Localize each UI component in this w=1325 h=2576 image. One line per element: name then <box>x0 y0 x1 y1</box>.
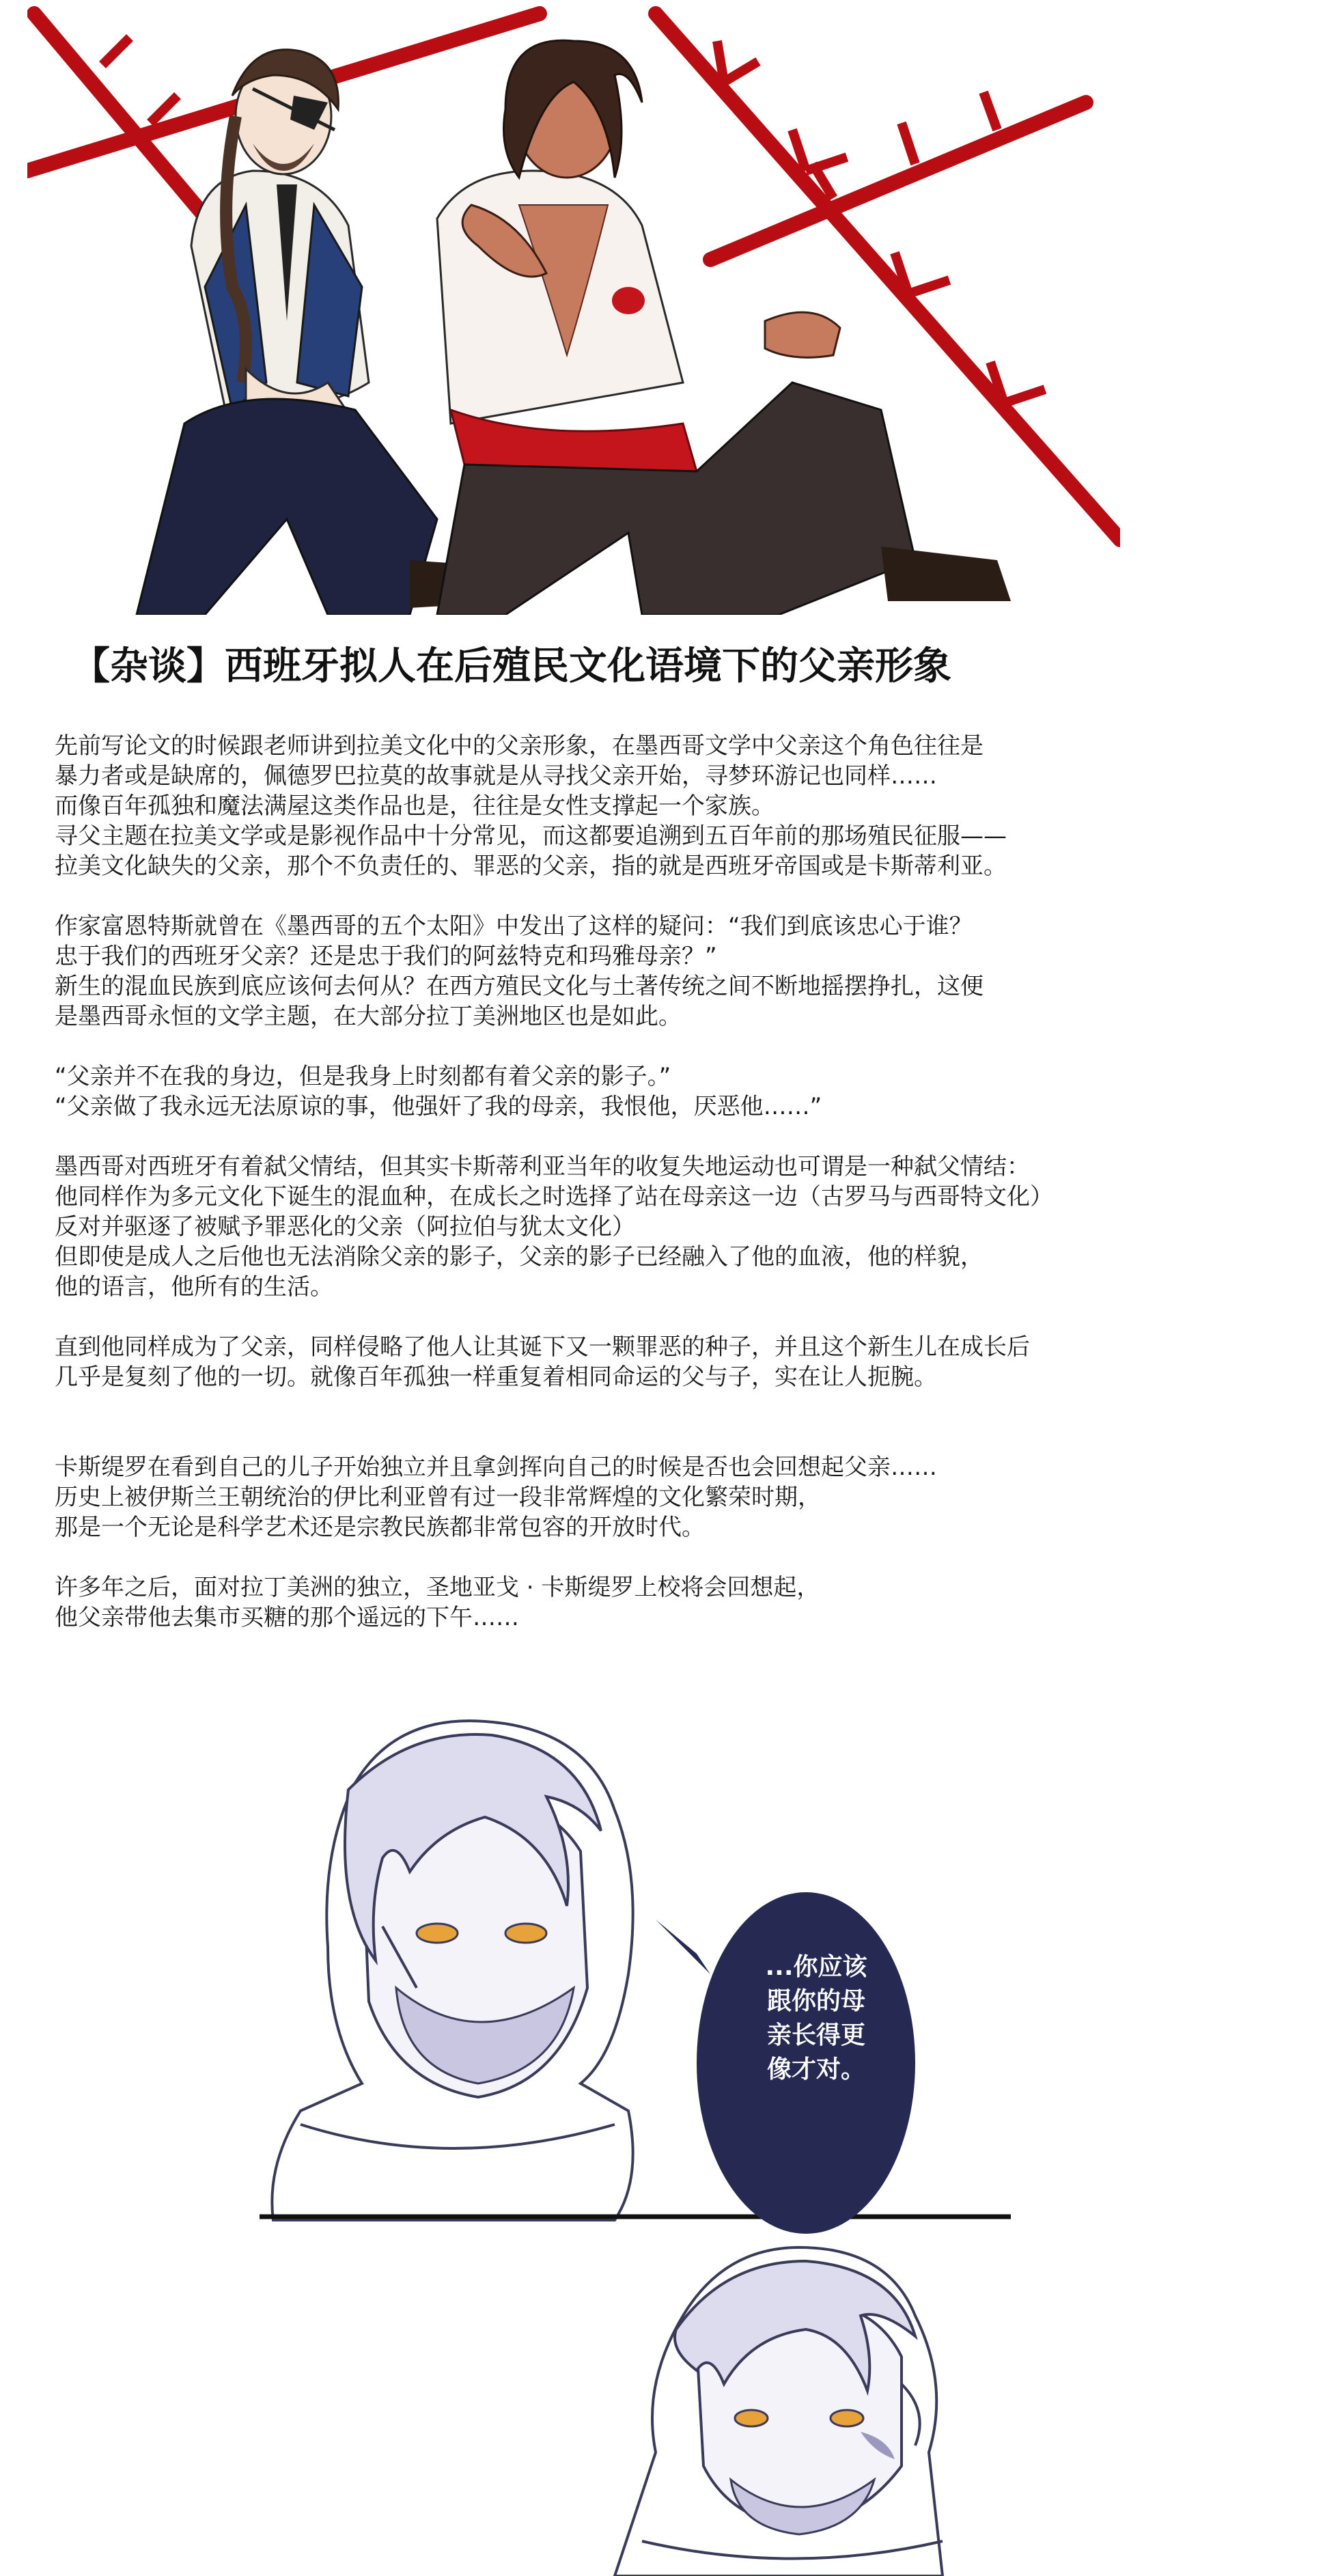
speech-bubble-text <box>748 1950 884 2087</box>
text-line: 他同样作为多元文化下诞生的混血种，在成长之时选择了站在母亲这一边（古罗马与西哥特文化） <box>55 1183 1053 1210</box>
paragraph-2 <box>55 911 1284 1031</box>
speech-line: 跟你的母 <box>766 1987 865 2015</box>
text-line: 卡斯缇罗在看到自己的儿子开始独立并且拿剑挥向自己的时候是否也会回想起父亲…… <box>55 1454 937 1481</box>
paragraph-7 <box>55 1573 1284 1633</box>
paragraph-4 <box>55 1152 1284 1302</box>
paragraph-3-quotes <box>55 1062 1284 1122</box>
text-line: 拉美文化缺失的父亲，那个不负责任的、罪恶的父亲，指的就是西班牙帝国或是卡斯蒂利亚。 <box>55 853 1007 880</box>
top-illustration <box>27 0 1120 615</box>
lower-panel-figure <box>615 2247 943 2576</box>
text-line: 作家富恩特斯就曾在《墨西哥的五个太阳》中发出了这样的疑问：“我们到底该忠心于谁？ <box>55 913 973 940</box>
bottom-comic <box>260 1701 1065 2576</box>
text-line: 历史上被伊斯兰王朝统治的伊比利亚曾有过一段非常辉煌的文化繁荣时期， <box>55 1484 821 1511</box>
speech-line: 亲长得更 <box>766 2021 865 2049</box>
text-line: 是墨西哥永恒的文学主题，在大部分拉丁美洲地区也是如此。 <box>55 1003 682 1030</box>
text-line: 那是一个无论是科学艺术还是宗教民族都非常包容的开放时代。 <box>55 1514 705 1541</box>
speech-line: 像才对。 <box>766 2055 865 2083</box>
red-rose <box>612 287 645 314</box>
text-line: 许多年之后，面对拉丁美洲的独立，圣地亚戈 · 卡斯缇罗上校将会回想起， <box>55 1574 820 1601</box>
speech-line: ...你应该 <box>765 1953 867 1981</box>
text-line: 直到他同样成为了父亲，同样侵略了他人让其诞下又一颗罪恶的种子，并且这个新生儿在成长后 <box>55 1333 1030 1361</box>
quote-line: “父亲并不在我的身边，但是我身上时刻都有着父亲的影子。” <box>55 1063 671 1090</box>
text-line: 寻父主题在拉美文学或是影视作品中十分常见，而这都要追溯到五百年前的那场殖民征服—— <box>55 822 1007 850</box>
text-line: 他的语言，他所有的生活。 <box>55 1273 333 1301</box>
article-body <box>55 731 1284 1633</box>
text-line: 墨西哥对西班牙有着弑父情结，但其实卡斯蒂利亚当年的收复失地运动也可谓是一种弑父情结： <box>55 1153 1030 1180</box>
text-line: 而像百年孤独和魔法满屋这类作品也是，往往是女性支撑起一个家族。 <box>55 792 775 820</box>
quote-line: “父亲做了我永远无法原谅的事，他强奸了我的母亲，我恨他，厌恶他……” <box>55 1093 822 1120</box>
text-line: 新生的混血民族到底应该何去何从？在西方殖民文化与土著传统之间不断地摇摆挣扎，这便 <box>55 973 984 1000</box>
text-line: 忠于我们的西班牙父亲？还是忠于我们的阿兹特克和玛雅母亲？” <box>55 943 717 970</box>
article-title: 【杂谈】西班牙拟人在后殖民文化语境下的父亲形象 <box>72 643 951 689</box>
text-line: 但即使是成人之后他也无法消除父亲的影子，父亲的影子已经融入了他的血液，他的样貌， <box>55 1243 984 1271</box>
text-line: 反对并驱逐了被赋予罪恶化的父亲（阿拉伯与犹太文化） <box>55 1213 635 1241</box>
upper-panel-figure <box>272 1721 632 2220</box>
text-line: 先前写论文的时候跟老师讲到拉美文化中的父亲形象，在墨西哥文学中父亲这个角色往往是 <box>55 732 984 760</box>
text-line: 他父亲带他去集市买糖的那个遥远的下午…… <box>55 1604 519 1631</box>
paragraph-5 <box>55 1332 1284 1392</box>
paragraph-6 <box>55 1452 1284 1542</box>
text-line: 暴力者或是缺席的，佩德罗巴拉莫的故事就是从寻找父亲开始，寻梦环游记也同样…… <box>55 762 937 790</box>
paragraph-1 <box>55 731 1284 881</box>
text-line: 几乎是复刻了他的一切。就像百年孤独一样重复着相同命运的父与子，实在让人扼腕。 <box>55 1363 937 1391</box>
